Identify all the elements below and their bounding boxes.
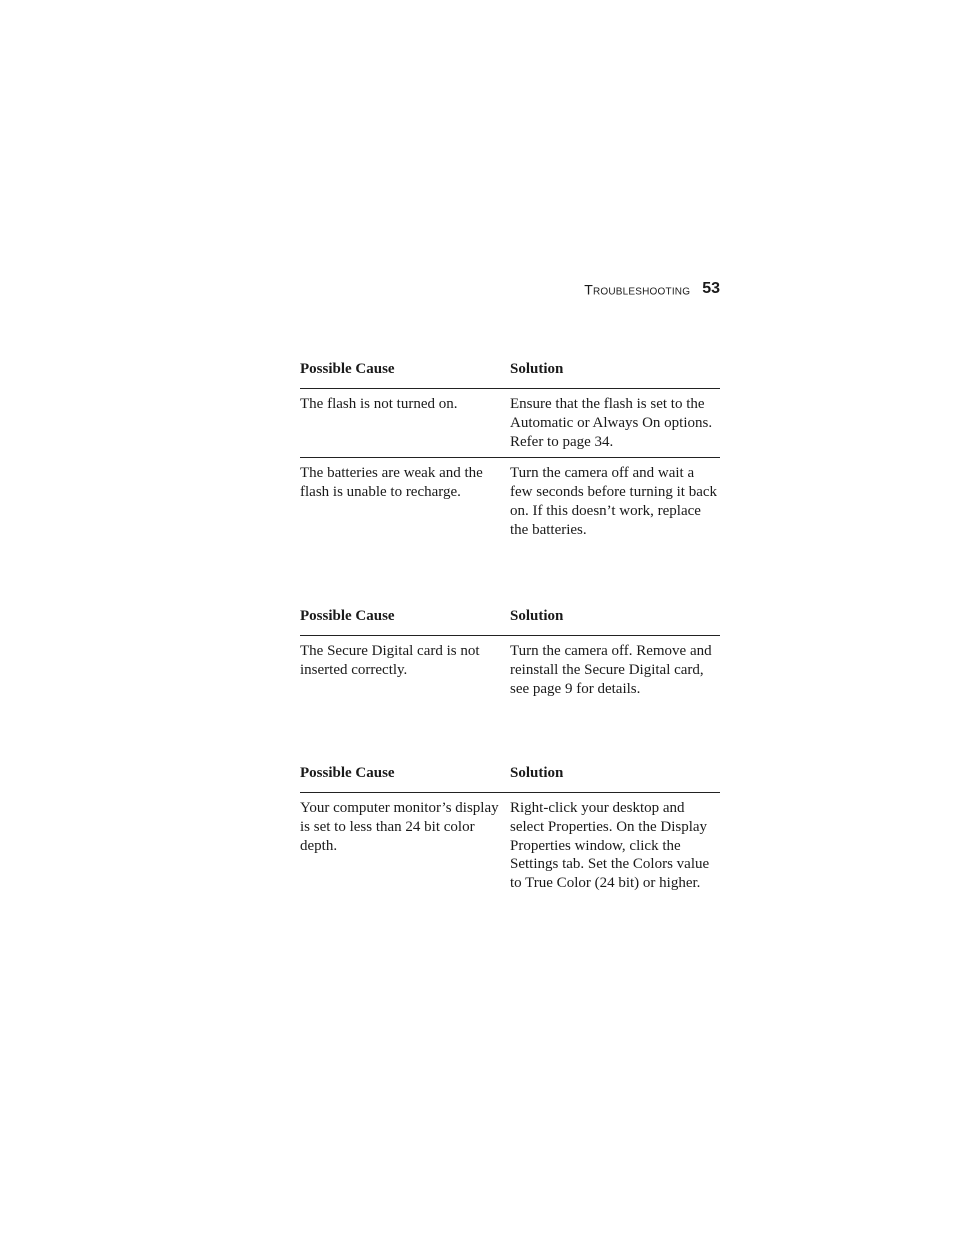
solution-cell: Right-click your desktop and select Properties. On the Display Properties window, click the Settings tab. Set the Colors value to True Color (24 bit) or higher. <box>510 800 710 892</box>
solution-cell: Turn the camera off and wait a few seconds before turning it back on. If this doesn’t work, replace the batteries. <box>510 465 718 538</box>
page-number: 53 <box>702 280 720 298</box>
column-header-cause: Possible Cause <box>300 765 395 781</box>
troubleshooting-table-display <box>300 764 720 899</box>
cause-cell: The batteries are weak and the flash is unable to recharge. <box>300 465 483 501</box>
column-header-solution: Solution <box>510 361 564 377</box>
table-row <box>300 793 720 899</box>
table-row <box>300 458 720 545</box>
table-header-row <box>300 360 720 389</box>
column-header-cause: Possible Cause <box>300 608 395 624</box>
column-header-solution: Solution <box>510 765 564 781</box>
cause-cell: The Secure Digital card is not inserted correctly. <box>300 643 480 678</box>
table-header-row <box>300 607 720 636</box>
column-header-cause: Possible Cause <box>300 361 395 377</box>
page-header <box>500 280 720 298</box>
solution-cell: Ensure that the flash is set to the Automatic or Always On options. Refer to page 34. <box>510 396 713 450</box>
table-header-row <box>300 764 720 793</box>
table-row <box>300 389 720 458</box>
troubleshooting-table-flash <box>300 360 720 546</box>
section-title: Troubleshooting <box>584 281 691 298</box>
solution-cell: Turn the camera off. Remove and reinstall the Secure Digital card, see page 9 for details. <box>510 643 712 697</box>
column-header-solution: Solution <box>510 608 564 624</box>
cause-cell: The flash is not turned on. <box>300 396 458 412</box>
troubleshooting-table-card <box>300 607 720 704</box>
table-row <box>300 636 720 704</box>
cause-cell: Your computer monitor’s display is set to less than 24 bit color depth. <box>300 800 499 854</box>
